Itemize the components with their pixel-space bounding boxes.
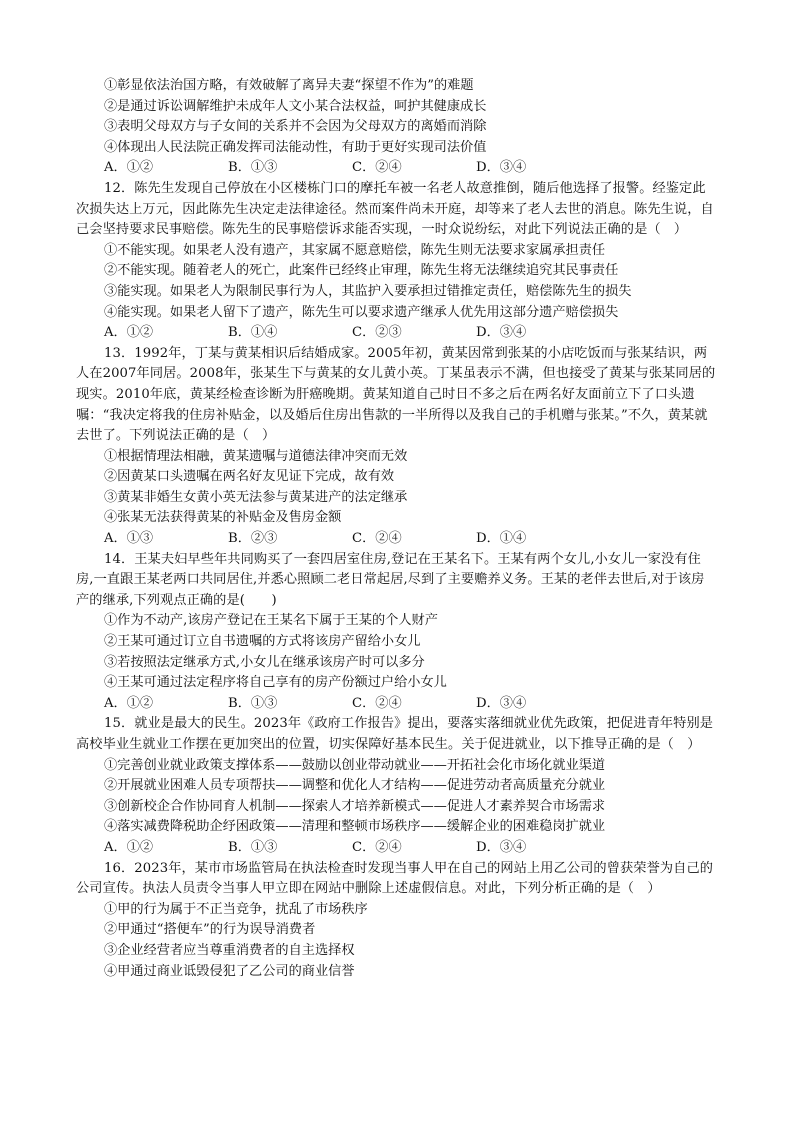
question-13 (76, 344, 716, 550)
q15-item-4: ④落实减费降税助企纾困政策——清理和整顿市场秩序——缓解企业的困难稳岗扩就业 (104, 819, 606, 835)
q11-option-d[interactable]: D．③④ (476, 160, 527, 176)
q16-item-3: ③企业经营者应当尊重消费者的自主选择权 (104, 942, 355, 958)
q14-stem: 14．王某夫妇早些年共同购买了一套四居室住房,登记在王某名下。王某有两个女儿,小女儿一家没有住房,一直跟王某老两口共同居住,并悉心照顾二老日常起居,尽到了主要赡养义务。王某的老伴去世后,对于该房产的继承,下列观点正确的是( ) (76, 551, 705, 608)
q15-item-3: ③创新校企合作协同育人机制——探索人才培养新模式——促进人才素养契合市场需求 (104, 798, 606, 814)
q14-option-a[interactable]: A．①② (104, 695, 154, 711)
q13-item-2: ②因黄某口头遗嘱在两名好友见证下完成，故有效 (104, 469, 395, 485)
question-12 (76, 179, 716, 344)
q15-option-a[interactable]: A．①② (104, 839, 154, 855)
q15-item-1: ①完善创业就业政策支撑体系——鼓励以创业带动就业——开拓社会化市场化就业渠道 (104, 757, 606, 773)
q12-item-3: ③能实现。如果老人为限制民事行为人，其监护入要承担过错推定责任，赔偿陈先生的损失 (104, 283, 632, 299)
q12-option-d[interactable]: D．③④ (476, 325, 527, 341)
q13-option-d[interactable]: D．①④ (476, 531, 527, 547)
q13-item-1: ①根据情理法相融，黄某遗嘱与道德法律冲突而无效 (104, 448, 408, 464)
q14-options (76, 694, 716, 715)
q14-option-c[interactable]: C．②④ (352, 695, 402, 711)
q15-option-d[interactable]: D．③④ (476, 839, 527, 855)
q14-item-4: ④王某可通过法定程序将自己享有的房产份额过户给小女儿 (104, 675, 447, 691)
q12-option-c[interactable]: C．②③ (352, 325, 402, 341)
q12-item-1: ①不能实现。如果老人没有遗产，其家属不愿意赔偿，陈先生则无法要求家属承担责任 (104, 242, 606, 258)
q12-item-2: ②不能实现。随着老人的死亡，此案件已经终止审理，陈先生将无法继续追究其民事责任 (104, 263, 619, 279)
q12-option-a[interactable]: A．①② (104, 325, 154, 341)
question-16 (76, 859, 716, 983)
q13-option-b[interactable]: B．②③ (228, 531, 278, 547)
q15-item-2: ②开展就业困难人员专项帮扶——调整和优化人才结构——促进劳动者高质量充分就业 (104, 778, 606, 794)
q13-option-c[interactable]: C．②④ (352, 531, 402, 547)
q16-stem: 16．2023年，某市市场监管局在执法检查时发现当事人甲在自己的网站上用乙公司的曾获荣誉为自己的公司宣传。执法人员责令当事人甲立即在网站中删除上述虚假信息。对此，下列分析正确的是（ ） (76, 860, 714, 897)
q14-item-2: ②王某可通过订立自书遗嘱的方式将该房产留给小女儿 (104, 634, 421, 650)
q11-option-c[interactable]: C．②④ (352, 160, 402, 176)
q12-option-b[interactable]: B．①④ (228, 325, 278, 341)
q15-options (76, 838, 716, 859)
q11-item-3: ③表明父母双方与子女间的关系并不会因为父母双方的离婚而消除 (104, 119, 487, 135)
q11-item-1: ①彰显依法治国方略，有效破解了离异夫妻“探望不作为”的难题 (104, 78, 474, 93)
q16-item-2: ②甲通过“搭便车”的行为误导消费者 (104, 922, 316, 938)
q11-option-b[interactable]: B．①③ (228, 160, 278, 176)
q11-option-a[interactable]: A．①② (104, 160, 154, 176)
question-15 (76, 714, 716, 858)
q13-option-a[interactable]: A．①③ (104, 531, 154, 547)
q14-item-1: ①作为不动产,该房产登记在王某名下属于王某的个人财产 (104, 613, 438, 629)
q11-options (76, 158, 716, 179)
q15-option-b[interactable]: B．①③ (228, 839, 278, 855)
q16-item-1: ①甲的行为属于不正当竞争，扰乱了市场秩序 (104, 901, 368, 917)
q12-options (76, 323, 716, 344)
q13-stem: 13．1992年，丁某与黄某相识后结婚成家。2005年初，黄某因常到张某的小店吃饭而与张某结识，两人在2007年同居。2008年，张某生下与黄某的女儿黄小英。丁某虽表示不满，但也接受了黄某与张某同居的现实。2010年底，黄某经检查诊断为肝癌晚期。黄某知道自己时日不多之后在两名好友面前立下了口头遗嘱：“我决定将我的住房补贴金，以及婚后住房出售款的一半所得以及我自己的手机赠与张某。”不久，黄某就去世了。下列说法正确的是（ ） (76, 345, 716, 444)
q12-item-4: ④能实现。如果老人留下了遗产，陈先生可以要求遗产继承人优先用这部分遗产赔偿损失 (104, 304, 619, 320)
q13-item-4: ④张某无法获得黄某的补贴金及售房金额 (104, 510, 342, 526)
q11-item-2: ②是通过诉讼调解维护未成年人文小某合法权益，呵护其健康成长 (104, 98, 487, 114)
question-11-tail (76, 76, 716, 179)
q14-option-b[interactable]: B．①③ (228, 695, 278, 711)
q14-item-3: ③若按照法定继承方式,小女儿在继承该房产时可以多分 (104, 654, 425, 670)
q14-option-d[interactable]: D．③④ (476, 695, 527, 711)
q13-item-3: ③黄某非婚生女黄小英无法参与黄某进产的法定继承 (104, 489, 408, 505)
q16-item-4: ④甲通过商业诋毁侵犯了乙公司的商业信誉 (104, 963, 355, 979)
q12-stem: 12．陈先生发现自己停放在小区楼栋门口的摩托车被一名老人故意推倒，随后他选择了报警。经鉴定此次损失达上万元，因此陈先生决定走法律途径。然而案件尚未开庭，却等来了老人去世的消息。陈先生说，自己会坚持要求民事赔偿。陈先生的民事赔偿诉求能否实现，一时众说纷纭，对此下列说法正确的是（ ） (76, 180, 714, 238)
q13-options (76, 529, 716, 550)
q11-item-4: ④体现出人民法院正确发挥司法能动性，有助于更好实现司法价值 (104, 139, 487, 155)
exam-page (76, 76, 716, 982)
q15-option-c[interactable]: C．②④ (352, 839, 402, 855)
q15-stem: 15．就业是最大的民生。2023年《政府工作报告》提出，要落实落细就业优先政策，把促进青年特别是高校毕业生就业工作摆在更加突出的位置，切实保障好基本民生。关于促进就业，以下推导正确的是（ ） (76, 716, 714, 752)
question-14 (76, 550, 716, 715)
